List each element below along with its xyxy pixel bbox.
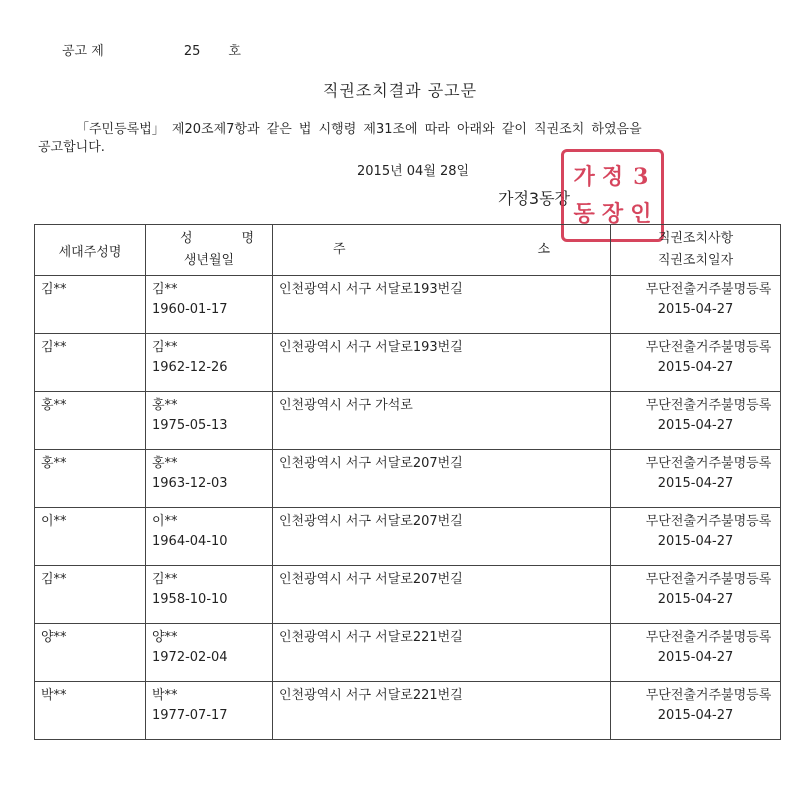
cell-head-of-household: 김** (35, 334, 146, 392)
cell-name-birth: 김** 1962-12-26 (146, 334, 273, 392)
header-name-a: 성 (180, 231, 193, 246)
header-name-b: 명 (241, 231, 254, 246)
header-action-date: 직권조치일자 (657, 253, 734, 268)
header-address-b: 소 (537, 242, 550, 257)
table-row (35, 392, 781, 450)
notice-number-prefix: 공고 제 (62, 44, 104, 59)
cell-action: 무단전출거주불명등록 2015-04-27 (611, 508, 781, 566)
notice-number (62, 40, 241, 59)
cell-name-birth: 김** 1958-10-10 (146, 566, 273, 624)
table-row (35, 508, 781, 566)
cell-name-birth: 홍** 1963-12-03 (146, 450, 273, 508)
seal-glyph: 가 (573, 163, 595, 190)
cell-action: 무단전출거주불명등록 2015-04-27 (611, 450, 781, 508)
table-header-row (35, 225, 781, 276)
cell-address: 인천광역시 서구 서달로221번길 (273, 682, 611, 740)
table-row (35, 334, 781, 392)
seal-glyph: 장 (601, 201, 624, 228)
issue-date: 2015년 04월 28일 (357, 164, 470, 179)
cell-address: 인천광역시 서구 서달로207번길 (273, 450, 611, 508)
cell-name-birth: 양** 1972-02-04 (146, 624, 273, 682)
issuer-name: 가정3동장 (498, 189, 571, 208)
cell-action: 무단전출거주불명등록 2015-04-27 (611, 624, 781, 682)
header-head-of-household: 세대주성명 (35, 225, 146, 276)
table-row (35, 624, 781, 682)
notice-number-value: 25 (183, 44, 201, 59)
cell-action: 무단전출거주불명등록 2015-04-27 (611, 682, 781, 740)
table-row (35, 566, 781, 624)
result-table (34, 224, 781, 740)
cell-action: 무단전출거주불명등록 2015-04-27 (611, 334, 781, 392)
document-title: 직권조치결과 공고문 (322, 81, 478, 100)
cell-address: 인천광역시 서구 서달로207번길 (273, 508, 611, 566)
header-action (611, 225, 781, 276)
cell-action: 무단전출거주불명등록 2015-04-27 (611, 276, 781, 334)
notice-number-suffix: 호 (228, 44, 241, 59)
notice-body-line-1: 「주민등록법」 제20조제7항과 같은 법 시행령 제31조에 따라 아래와 같이 직권조치 하였음을 (76, 122, 642, 137)
cell-action: 무단전출거주불명등록 2015-04-27 (611, 392, 781, 450)
cell-address: 인천광역시 서구 가석로 (273, 392, 611, 450)
cell-name-birth: 김** 1960-01-17 (146, 276, 273, 334)
notice-body-line-2: 공고합니다. (38, 140, 105, 155)
cell-address: 인천광역시 서구 서달로221번길 (273, 624, 611, 682)
table-row (35, 450, 781, 508)
seal-glyph: 동 (573, 201, 595, 228)
cell-address: 인천광역시 서구 서달로193번길 (273, 276, 611, 334)
cell-name-birth: 박** 1977-07-17 (146, 682, 273, 740)
cell-head-of-household: 홍** (35, 392, 146, 450)
seal-glyphs (570, 158, 655, 233)
header-birth: 생년월일 (183, 253, 235, 268)
cell-name-birth: 이** 1964-04-10 (146, 508, 273, 566)
table-row (35, 682, 781, 740)
table-row (35, 276, 781, 334)
header-address (273, 225, 611, 276)
seal-glyph: 인 (630, 201, 652, 228)
seal-glyph: 3 (633, 163, 649, 190)
cell-head-of-household: 양** (35, 624, 146, 682)
cell-head-of-household: 김** (35, 276, 146, 334)
header-action-type: 직권조치사항 (657, 231, 734, 246)
cell-head-of-household: 홍** (35, 450, 146, 508)
seal-glyph: 정 (601, 163, 624, 190)
cell-head-of-household: 박** (35, 682, 146, 740)
cell-name-birth: 홍** 1975-05-13 (146, 392, 273, 450)
cell-address: 인천광역시 서구 서달로193번길 (273, 334, 611, 392)
header-address-a: 주 (333, 242, 346, 257)
header-name-birth (146, 225, 273, 276)
cell-head-of-household: 이** (35, 508, 146, 566)
cell-action: 무단전출거주불명등록 2015-04-27 (611, 566, 781, 624)
cell-head-of-household: 김** (35, 566, 146, 624)
cell-address: 인천광역시 서구 서달로207번길 (273, 566, 611, 624)
